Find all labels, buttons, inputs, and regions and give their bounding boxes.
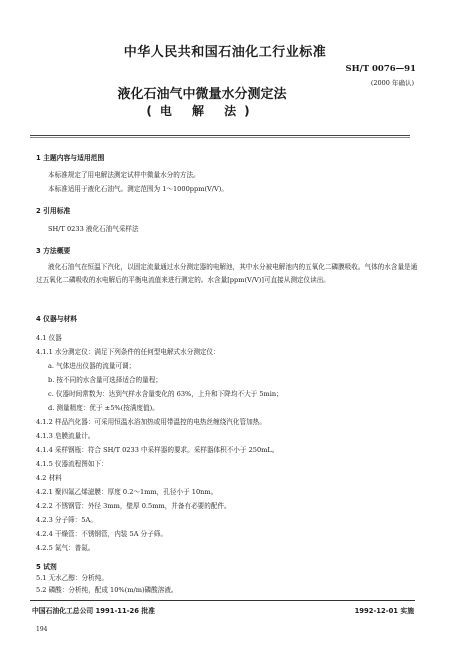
section-2-reference: SH/T 0233 液化石油气采样法 — [48, 225, 139, 233]
standard-number: SH/T 0076—91 — [345, 64, 416, 74]
section-3-paragraph: 液化石油气在恒温下汽化，以固定流量通过水分测定器的电解池，其中水分被电解池内的五氧化二磷膜吸收。气体的水含量是通过五氧化二磷吸收的水电解后的平衡电流值来进行测定的。水含量[ppm(V/V)]可直接从测定仪读出。 — [36, 263, 418, 284]
document-subtitle: (电 解 法) — [146, 104, 258, 118]
clause-4-1-1-a: a. 气体进出仪器的流量可调； — [48, 362, 136, 370]
section-1-paragraph-2: 本标准适用于液化石油气。测定范围为 1～1000ppm(V/V)。 — [48, 185, 228, 193]
clause-4-2-5: 4.2.5 氮气：普氮。 — [36, 544, 95, 552]
clause-5-1: 5.1 无水乙醇：分析纯。 — [36, 574, 108, 582]
section-5-heading: 5 试剂 — [36, 563, 57, 571]
clause-4-2-4: 4.2.4 干燥管：不锈钢管，内装 5A 分子筛。 — [36, 530, 167, 538]
confirmation-note: (2000 年确认) — [370, 79, 414, 87]
document-title: 液化石油气中微量水分测定法 — [117, 87, 287, 102]
clause-4-1-3: 4.1.3 皂膜流量计。 — [36, 432, 95, 440]
industry-standard-heading: 中华人民共和国石油化工行业标准 — [123, 45, 327, 60]
clause-4-1-4: 4.1.4 采样钢瓶：符合 SH/T 0233 中采样器的要求。采样器体积不小于 250mL。 — [36, 446, 279, 454]
clause-4-1-2: 4.1.2 样品汽化器：可采用恒温水浴加热或用带温控的电热丝缠绕汽化管加热。 — [36, 418, 266, 426]
clause-4-1-1-c: c. 仪器时间常数为：达到气样水含量变化的 63%，上升和下降均不大于 5min； — [48, 390, 283, 398]
header-divider-thin — [30, 137, 410, 138]
clause-4-2-3: 4.2.3 分子筛：5A。 — [36, 516, 97, 524]
clause-4-2-2: 4.2.2 不锈钢管：外径 3mm，壁厚 0.5mm，并备有必要的配件。 — [36, 502, 231, 510]
page-number: 194 — [36, 626, 48, 633]
section-4-heading: 4 仪器与材料 — [36, 315, 78, 323]
section-1-heading: 1 主题内容与适用范围 — [36, 154, 105, 162]
clause-4-1: 4.1 仪器 — [36, 334, 62, 342]
clause-4-2: 4.2 材料 — [36, 474, 62, 482]
section-1-paragraph-1: 本标准规定了用电解法测定试样中微量水分的方法。 — [48, 171, 200, 179]
clause-4-1-5: 4.1.5 仪器流程图如下： — [36, 460, 108, 468]
implementation-date: 1992-12-01 实施 — [354, 607, 414, 615]
clause-4-1-1-b: b. 按不同的水含量可选择适合的量程； — [48, 376, 162, 384]
clause-4-1-1: 4.1.1 水分测定仪：满足下列条件的任何型电解式水分测定仪： — [36, 348, 220, 356]
section-2-heading: 2 引用标准 — [36, 207, 71, 215]
header-divider — [30, 135, 410, 136]
footer-divider — [30, 600, 415, 601]
clause-5-2: 5.2 磷酸：分析纯，配成 10%(m/m)磷酸溶液。 — [36, 586, 178, 594]
clause-4-1-1-d: d. 测量精度：优于 ±5%(按满度值)。 — [48, 404, 159, 412]
section-3-heading: 3 方法概要 — [36, 247, 71, 255]
approval-date: 中国石油化工总公司 1991-11-26 批准 — [32, 607, 155, 615]
clause-4-2-1: 4.2.1 聚四氟乙烯滤膜：厚度 0.2～1mm，孔径小于 10nm。 — [36, 488, 218, 496]
